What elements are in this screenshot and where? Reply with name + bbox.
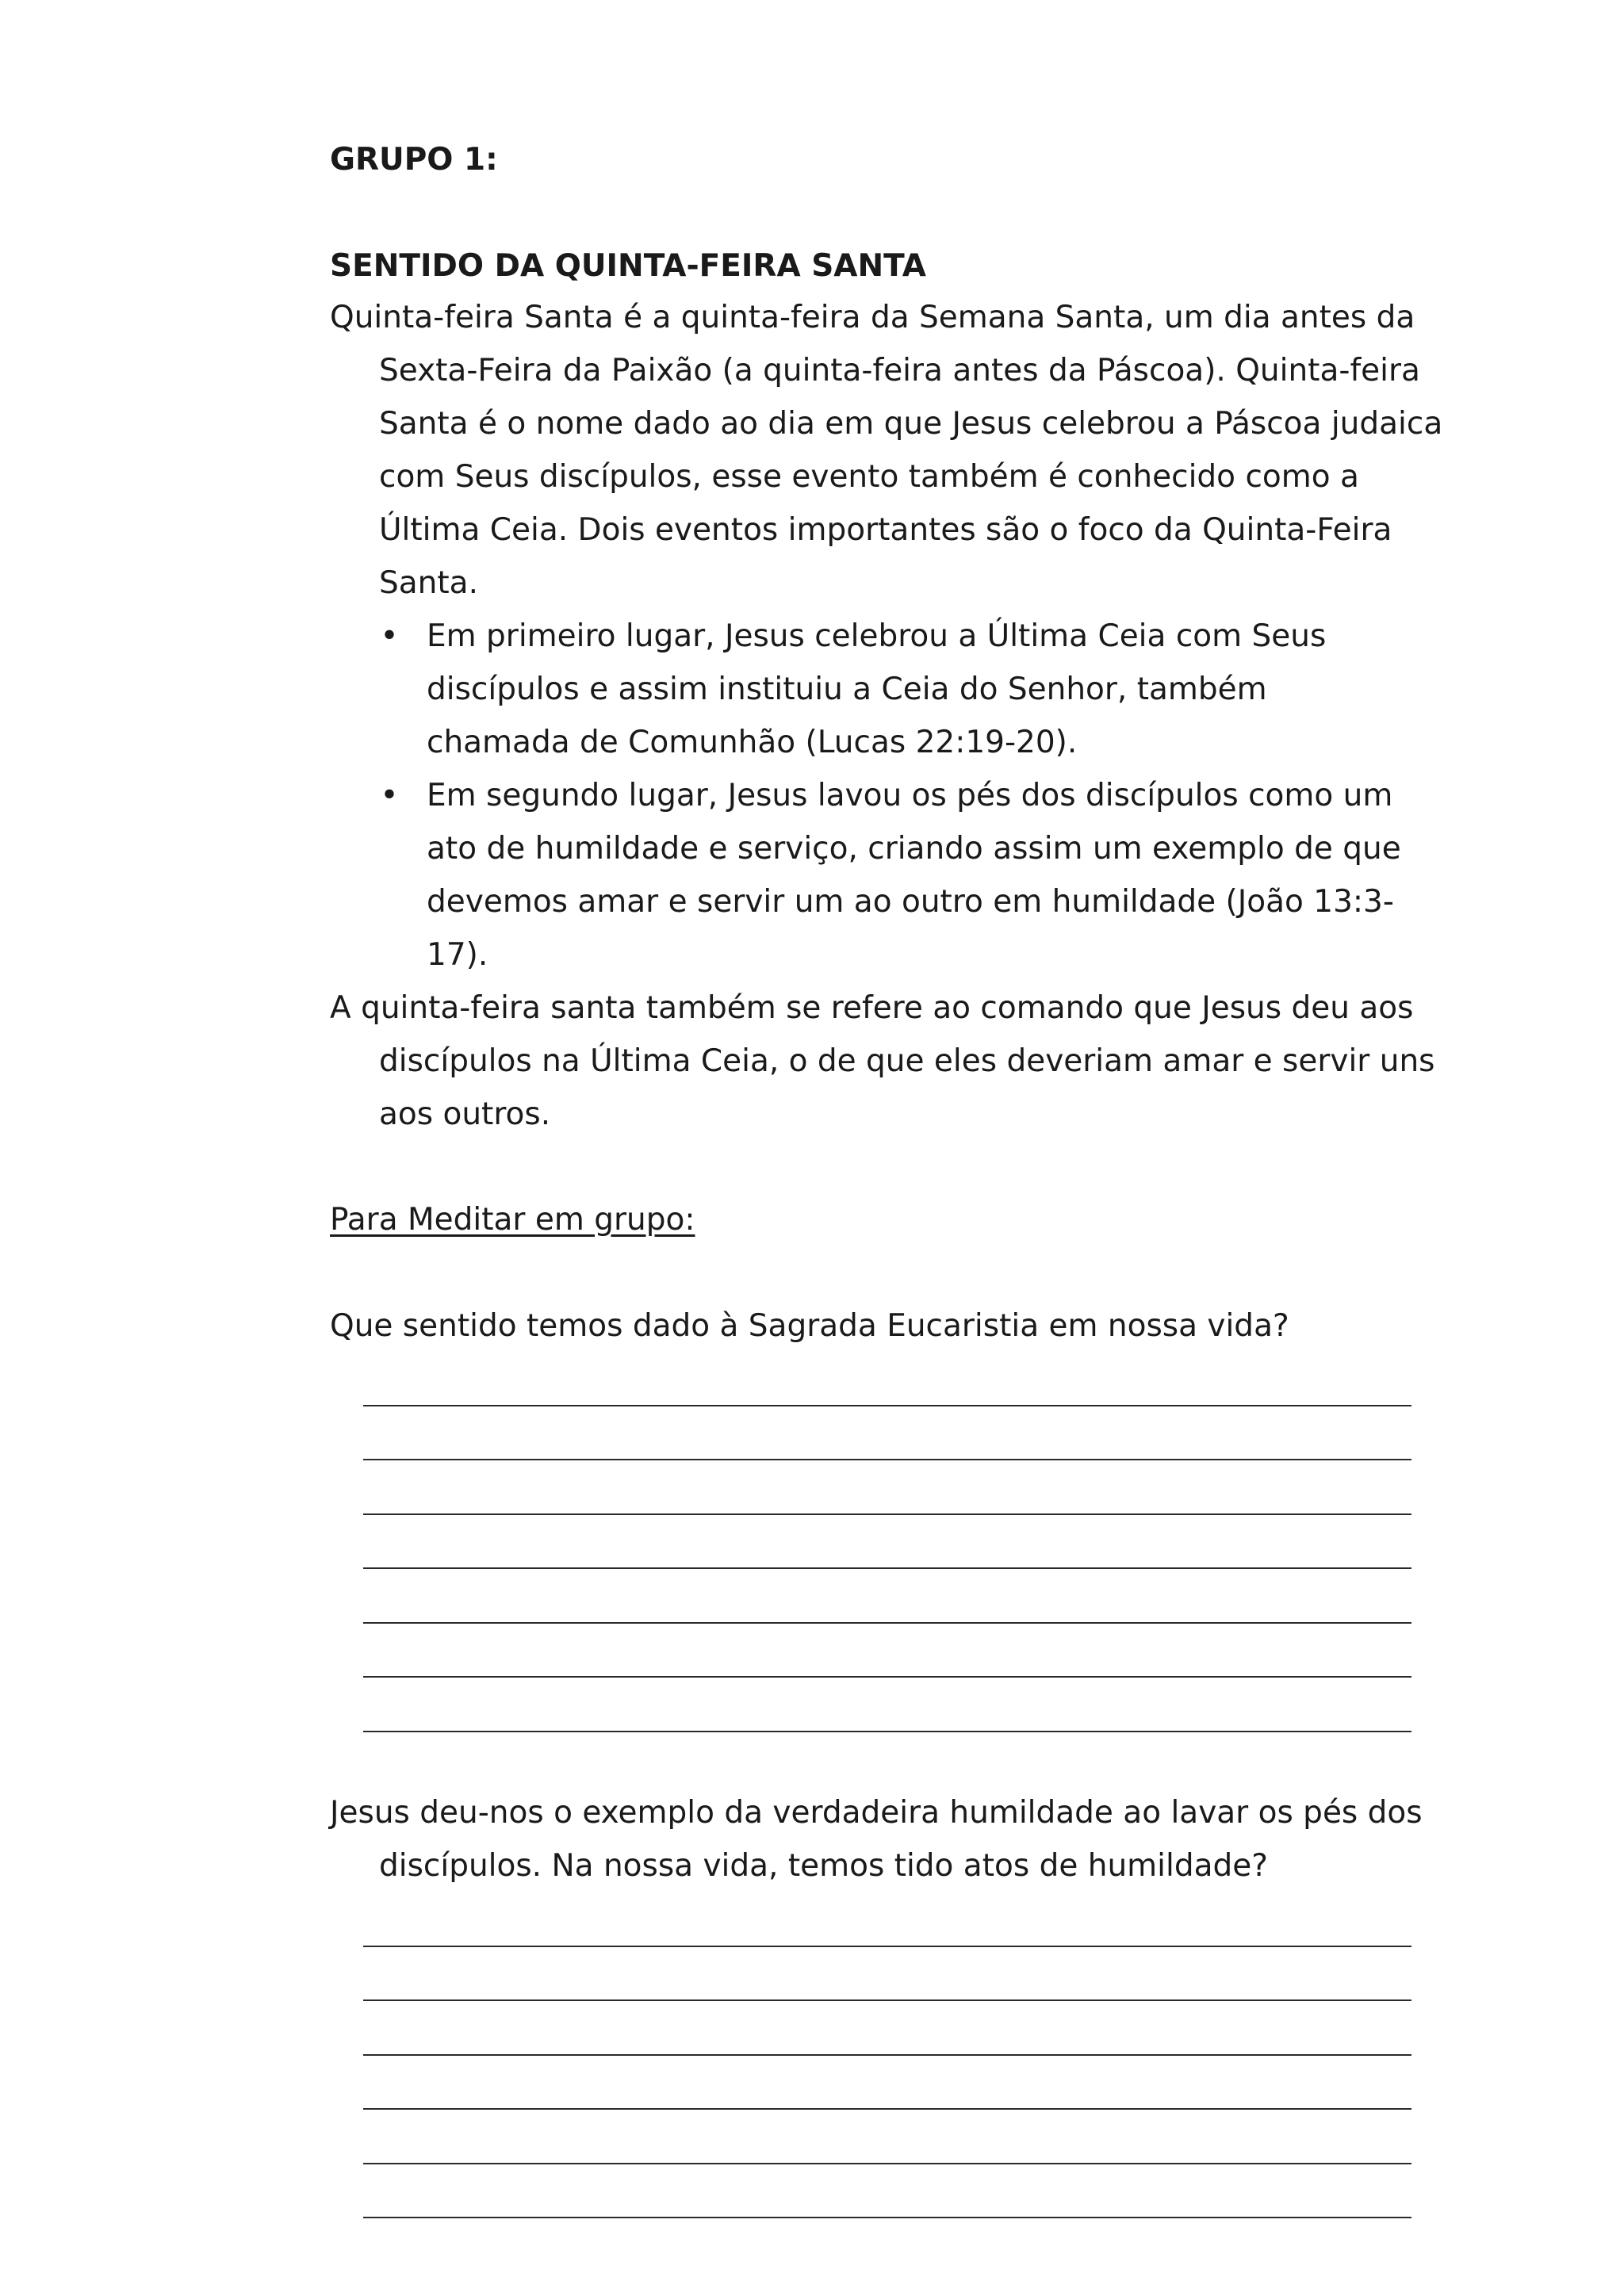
list-item [377, 610, 1408, 769]
answer-line[interactable] [363, 1947, 1411, 2002]
meditation-heading: Para Meditar em grupo: [330, 1202, 695, 1238]
answer-line[interactable] [363, 2056, 1411, 2110]
answer-line[interactable] [363, 1569, 1411, 1624]
bullet-list [377, 610, 1408, 982]
answer-line[interactable] [363, 2110, 1411, 2164]
list-item-text: Em segundo lugar, Jesus lavou os pés dos discípulos como um ato de humildade e serviço, criando assim um exemplo de que devemos amar e servir um ao outro em humildade (João 13:3-17). [427, 778, 1401, 973]
group-title: GRUPO 1: [330, 142, 498, 178]
list-item [377, 769, 1408, 982]
answer-line[interactable] [363, 1892, 1411, 1947]
answer-line[interactable] [363, 1406, 1411, 1461]
answer-line[interactable] [363, 1678, 1411, 1732]
answer-line[interactable] [363, 1624, 1411, 1678]
bullet-marker: • [380, 618, 399, 654]
intro-paragraph: Quinta-feira Santa é a quinta-feira da Semana Santa, um dia antes da Sexta-Feira da Paixão (a quinta-feira antes da Páscoa). Quinta-feira Santa é o nome dado ao dia em que Jesus celebrou a Páscoa judaica com Seus discípulos, esse evento também é conhecido como a Última Ceia. Dois eventos importantes são o foco da Quinta-Feira Santa. [330, 300, 1443, 601]
question-2: Jesus deu-nos o exemplo da verdadeira humildade ao lavar os pés dos discípulos. Na nossa vida, temos tido atos de humildade? [330, 1795, 1423, 1884]
section-title: SENTIDO DA QUINTA-FEIRA SANTA [330, 248, 926, 284]
answer-line[interactable] [363, 1352, 1411, 1406]
closing-paragraph: A quinta-feira santa também se refere ao comando que Jesus deu aos discípulos na Última Ceia, o de que eles deveriam amar e servir uns aos outros. [330, 990, 1435, 1132]
answer-line[interactable] [363, 2001, 1411, 2056]
list-item-text: Em primeiro lugar, Jesus celebrou a Última Ceia com Seus discípulos e assim instituiu a Ceia do Senhor, também chamada de Comunhão (Lucas 22:19-20). [427, 618, 1327, 760]
answer-line[interactable] [363, 2164, 1411, 2219]
answer-lines-1 [363, 1352, 1411, 1732]
answer-lines-2 [363, 1892, 1411, 2218]
answer-line[interactable] [363, 1460, 1411, 1515]
bullet-marker: • [380, 778, 399, 813]
answer-line[interactable] [363, 1515, 1411, 1570]
question-1: Que sentido temos dado à Sagrada Eucaristia em nossa vida? [330, 1308, 1289, 1344]
